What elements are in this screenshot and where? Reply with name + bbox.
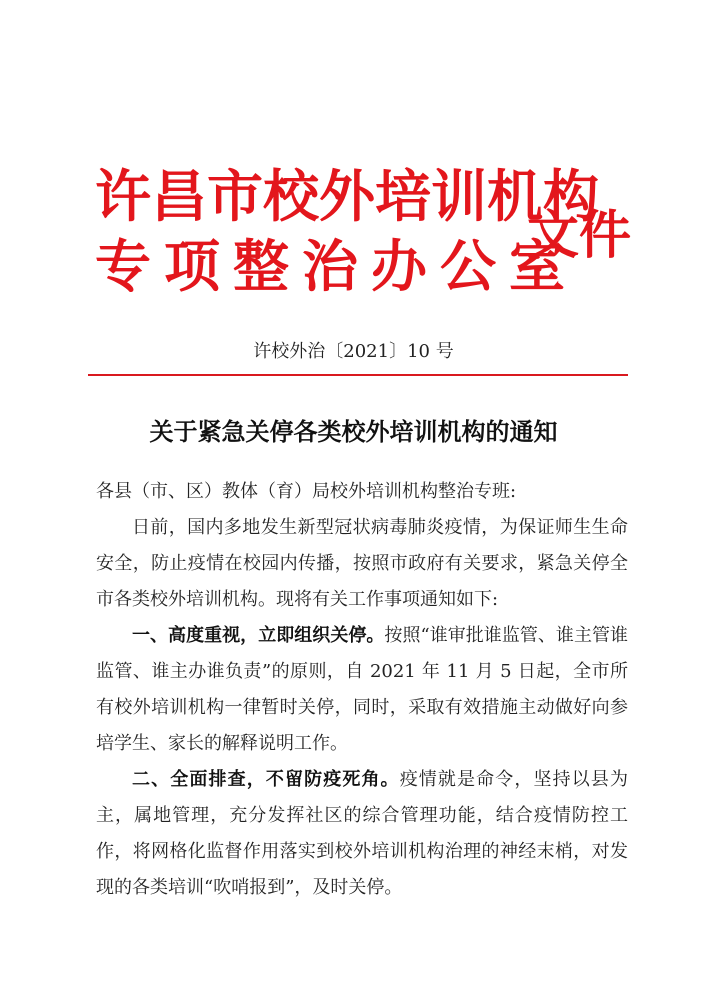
- item-text-1: 按照“谁审批谁监管、谁主管谁监管、谁主办谁负责”的原则，自 2021 年 11 月 5 日起，全市所有校外培训机构一律暂时关停，同时，采取有效措施主动做好向参培学生、家长的解释说明工作。: [96, 625, 629, 754]
- intro-paragraph: 日前，国内多地发生新型冠状病毒肺炎疫情，为保证师生生命安全，防止疫情在校园内传播，按照市政府有关要求，紧急关停全市各类校外培训机构。现将有关工作事项通知如下:: [96, 517, 628, 610]
- document-header: [95, 165, 635, 318]
- item-text-2: 疫情就是命令，坚持以县为主，属地管理，充分发挥社区的综合管理功能，结合疫情防控工作，将网格化监督作用落实到校外培训机构治理的神经末梢，对发现的各类培训“吹哨报到”，及时关停。: [96, 769, 629, 898]
- salutation: 各县（市、区）教体（育）局校外培训机构整治专班:: [96, 481, 517, 502]
- document-body: [96, 474, 628, 906]
- item-paragraph-2: [96, 762, 628, 906]
- document-number: 许校外治〔2021〕10 号: [253, 341, 454, 362]
- document-type-label: 文件: [527, 206, 632, 266]
- issuing-office-line-2: 专项整治办公室: [95, 235, 578, 300]
- item-heading-2: 二、全面排查，不留防疫死角。: [132, 769, 400, 790]
- issuing-office-line-1: 许昌市校外培训机构: [95, 165, 599, 230]
- item-heading-1: 一、高度重视，立即组织关停。: [132, 625, 385, 646]
- item-paragraph-1: [96, 618, 628, 762]
- document-title: 关于紧急关停各类校外培训机构的通知: [149, 418, 558, 446]
- red-divider: [88, 374, 628, 376]
